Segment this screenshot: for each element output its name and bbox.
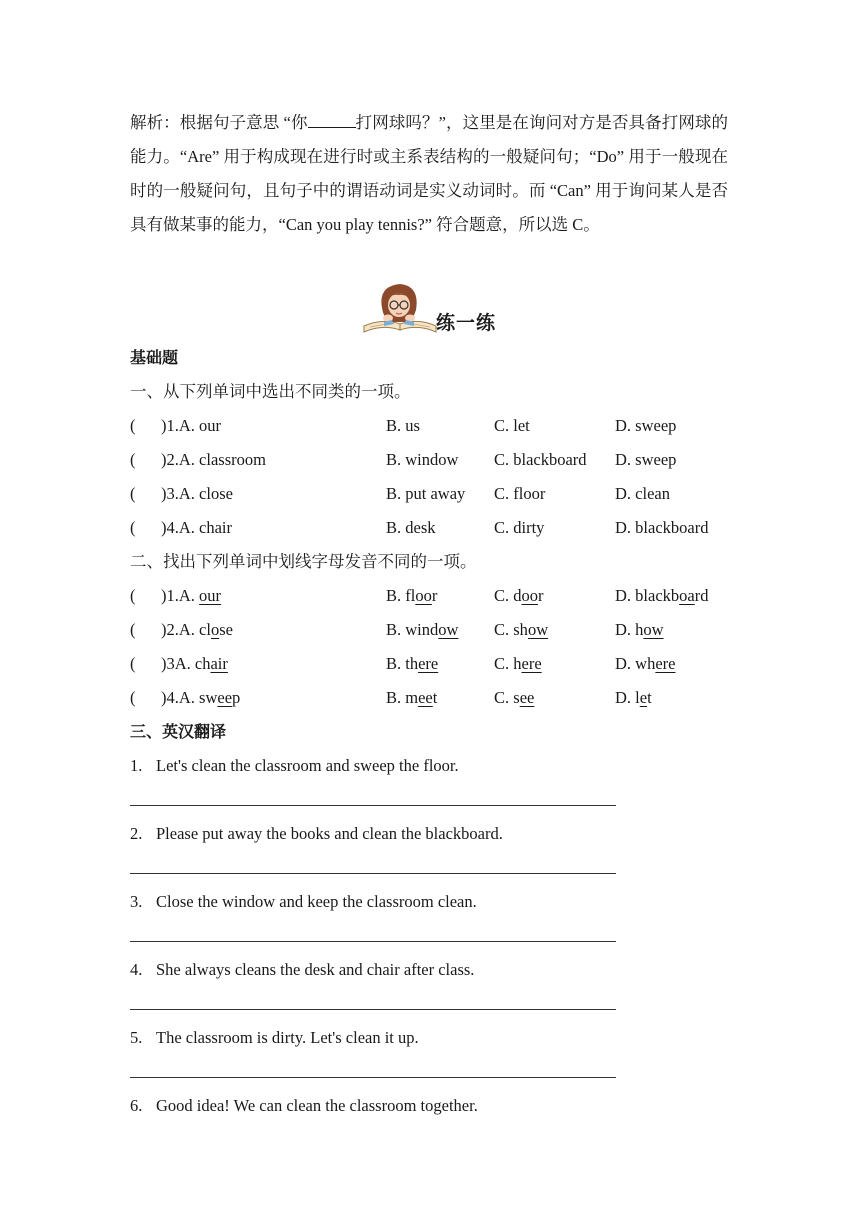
option-text: D. wh [615,654,656,673]
option-text: C. d [494,586,522,605]
section1-question-1 [130,409,730,443]
underlined-letters: our [199,586,222,605]
option-d: D. clean [615,484,670,503]
underlined-letters: ee [418,688,433,707]
option-text: B. th [386,654,419,673]
option-b [386,579,437,613]
underlined-letters: ow [643,620,664,639]
option-c [494,613,548,647]
option-text: t [432,688,438,707]
option-text: C. sh [494,620,528,639]
translation-sentence-5 [130,1021,419,1055]
answer-paren[interactable]: ( [130,688,136,707]
banner-title: 练一练 [436,312,497,334]
girl-reading-book-icon [362,278,442,334]
option-c: C. floor [494,484,546,503]
section2-title: 二、找出下列单词中划线字母发音不同的一项。 [130,552,477,571]
answer-line-1[interactable] [130,804,616,806]
option-d: D. sweep [615,450,677,469]
option-b [386,613,458,647]
option-text: )4.A. sw [161,688,218,707]
answer-paren[interactable]: ( [130,620,136,639]
sentence-text: Close the window and keep the classroom clean. [156,892,477,911]
sentence-number: 3. [130,892,143,911]
option-text: D. h [615,620,644,639]
option-b [386,681,437,715]
translation-sentence-4 [130,953,474,987]
option-c [494,647,542,681]
underlined-letters: oo [415,586,432,605]
underlined-letters: ow [527,620,549,639]
option-d: D. sweep [615,416,677,435]
option-b [386,647,438,681]
option-text: )3A. ch [161,654,211,673]
option-d [615,613,664,647]
option-text: D. blackb [615,586,680,605]
underlined-letters: oo [521,586,539,605]
translation-sentence-6 [130,1089,478,1123]
option-text: t [647,688,652,707]
option-b: B. desk [386,518,436,537]
option-c [494,681,534,715]
option-c [494,579,544,613]
section2-question-4 [130,681,730,715]
option-a: )3.A. close [161,484,233,503]
translation-sentence-2 [130,817,503,851]
option-a [161,647,228,681]
option-a: )1.A. our [161,416,222,435]
section2-question-2 [130,613,730,647]
section2-question-3 [130,647,730,681]
option-a: )4.A. chair [161,518,233,537]
option-text: C. h [494,654,522,673]
option-b: B. us [386,416,420,435]
option-text: C. s [494,688,520,707]
answer-line-5[interactable] [130,1076,616,1078]
answer-paren[interactable]: ( [130,484,136,503]
underlined-letters: e [639,688,648,707]
sentence-number: 1. [130,756,143,775]
underlined-letters: o [210,620,220,639]
translation-sentence-3 [130,885,477,919]
option-d [615,681,652,715]
answer-line-2[interactable] [130,872,616,874]
section2-question-1 [130,579,730,613]
analysis-text-rest: 打网球吗？”，这里是在询问对方是否具备打网球的能力。“Are” 用于构成现在进行时或主系表结构的一般疑问句；“Do” 用于一般现在时的一般疑问句，且句子中的谓语动词是实义动词时。而 “Can” 用于询问某人是否具有做某事的能力，“Can you play tennis?” 符合题意，所以选 C。 [130,113,729,234]
option-c: C. blackboard [494,450,587,469]
underlined-letters: ere [655,654,676,673]
answer-line-4[interactable] [130,1008,616,1010]
analysis-paragraph [130,106,728,242]
sentence-number: 5. [130,1028,143,1047]
answer-paren[interactable]: ( [130,450,136,469]
sentence-text: Good idea! We can clean the classroom together. [156,1096,478,1115]
option-d [615,579,708,613]
sentence-number: 4. [130,960,143,979]
section1-title: 一、从下列单词中选出不同类的一项。 [130,382,411,401]
answer-paren[interactable]: ( [130,416,136,435]
sentence-text: She always cleans the desk and chair after class. [156,960,475,979]
option-text: r [431,586,438,605]
option-text: B. fl [386,586,416,605]
option-b: B. put away [386,484,466,503]
underlined-letters: ee [519,688,535,707]
section-basic-heading: 基础题 [130,348,179,367]
answer-paren[interactable]: ( [130,654,136,673]
translation-sentence-1 [130,749,459,783]
sentence-text: The classroom is dirty. Let's clean it up. [156,1028,419,1047]
section1-question-3 [130,477,730,511]
underlined-letters: ow [438,620,459,639]
option-a [161,579,221,613]
answer-paren[interactable]: ( [130,586,136,605]
practice-banner [362,278,602,334]
underlined-letters: ee [217,688,233,707]
underlined-letters: ere [521,654,542,673]
option-text: B. m [386,688,419,707]
option-text: )1.A. [161,586,200,605]
sentence-text: Let's clean the classroom and sweep the floor. [156,756,459,775]
option-d: D. blackboard [615,518,709,537]
option-a [161,681,240,715]
option-text: p [232,688,241,707]
option-c: C. let [494,416,530,435]
sentence-text: Please put away the books and clean the blackboard. [156,824,503,843]
option-a [161,613,233,647]
option-text: )2.A. cl [161,620,211,639]
option-b: B. window [386,450,459,469]
option-text: r [538,586,544,605]
option-c: C. dirty [494,518,545,537]
sentence-number: 2. [130,824,143,843]
analysis-text-start: 解析：根据句子意思 “你 [130,113,308,132]
option-text: B. wind [386,620,439,639]
section1-question-2 [130,443,730,477]
sentence-number: 6. [130,1096,143,1115]
section3-title: 三、英汉翻译 [130,722,227,741]
underlined-letters: ere [418,654,439,673]
option-text: se [219,620,233,639]
section1-question-4 [130,511,730,545]
answer-paren[interactable]: ( [130,518,136,537]
option-a: )2.A. classroom [161,450,266,469]
analysis-blank [308,113,356,128]
option-text: rd [694,586,709,605]
underlined-letters: oa [679,586,695,605]
option-d [615,647,676,681]
underlined-letters: air [210,654,228,673]
answer-line-3[interactable] [130,940,616,942]
option-text: D. l [615,688,640,707]
